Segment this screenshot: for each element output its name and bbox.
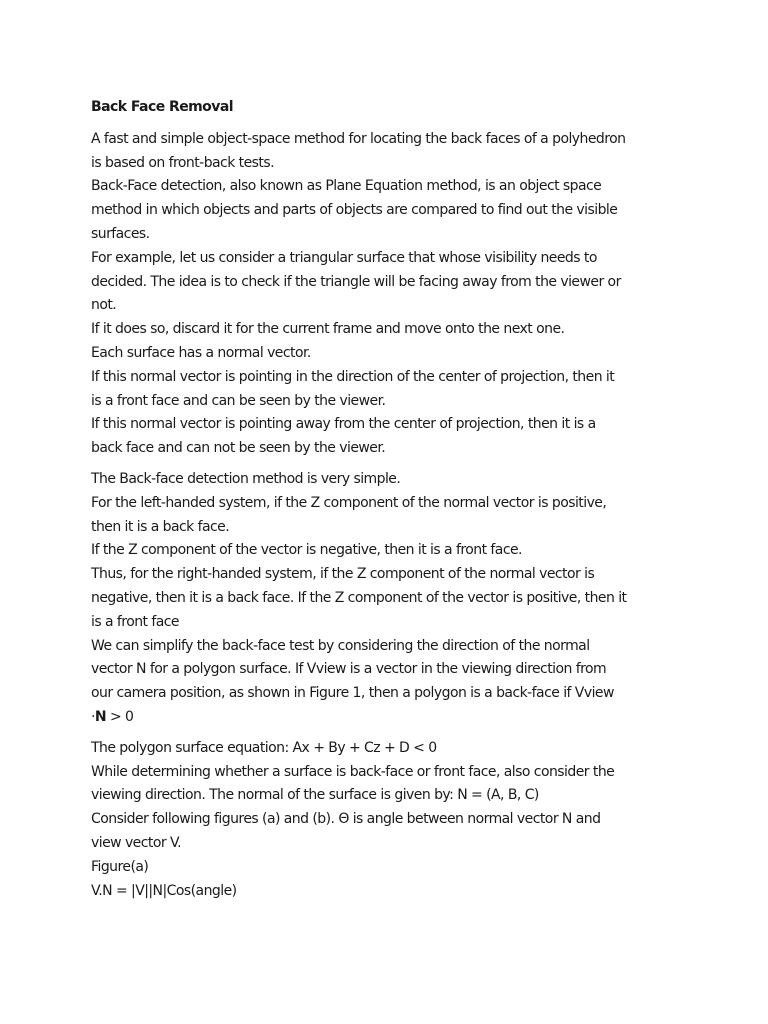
- figure-label: Figure(a): [91, 858, 149, 875]
- text-line: is based on front-back tests.: [91, 154, 274, 171]
- text-line: We can simplify the back-face test by considering the direction of the normal: [91, 637, 590, 654]
- text-line: If this normal vector is pointing in the direction of the center of projection, then it: [91, 368, 615, 385]
- paragraph-spacer: [91, 461, 691, 468]
- text-line: negative, then it is a back face. If the Z component of the vector is positive, then it: [91, 589, 627, 606]
- text-line: If this normal vector is pointing away from the center of projection, then it is a: [91, 416, 596, 433]
- text-line: back face and can not be seen by the viewer.: [91, 440, 386, 457]
- text-line: view vector V.: [91, 834, 182, 851]
- paragraph-intro: [91, 128, 691, 461]
- equation-label: The polygon surface equation:: [91, 739, 293, 756]
- text-line-condition: [91, 706, 691, 730]
- dot-symbol: ·: [91, 708, 95, 725]
- text-line: For example, let us consider a triangular surface that whose visibility needs to: [91, 249, 597, 266]
- text-line: surfaces.: [91, 225, 150, 242]
- document-title: Back Face Removal: [91, 99, 233, 115]
- condition-text: > 0: [106, 708, 134, 725]
- text-line: For the left-handed system, if the Z component of the normal vector is positive,: [91, 494, 607, 511]
- text-line: Consider following figures (a) and (b). Θ is angle between normal vector N and: [91, 811, 601, 828]
- text-line: viewing direction. The normal of the surface is given by: N = (A, B, C): [91, 787, 539, 804]
- text-line: Back-Face detection, also known as Plane Equation method, is an object space: [91, 178, 602, 195]
- text-line: is a front face: [91, 613, 179, 630]
- document-page: [91, 96, 691, 903]
- text-line: then it is a back face.: [91, 518, 230, 535]
- text-line: not.: [91, 297, 117, 314]
- text-line: The Back-face detection method is very simple.: [91, 470, 401, 487]
- paragraph-method: [91, 468, 691, 730]
- text-line: While determining whether a surface is back-face or front face, also consider the: [91, 763, 615, 780]
- text-line: is a front face and can be seen by the viewer.: [91, 392, 386, 409]
- text-line: If the Z component of the vector is negative, then it is a front face.: [91, 542, 522, 559]
- normal-vector-symbol: N: [94, 708, 107, 725]
- text-line: Each surface has a normal vector.: [91, 344, 311, 361]
- equation-text: Ax + By + Cz + D < 0: [292, 739, 437, 756]
- text-line: A fast and simple object-space method for locating the back faces of a polyhedron: [91, 130, 626, 147]
- paragraph-equation: [91, 737, 691, 904]
- text-line: method in which objects and parts of objects are compared to find out the visible: [91, 202, 618, 219]
- text-line: decided. The idea is to check if the triangle will be facing away from the viewer or: [91, 273, 621, 290]
- paragraph-spacer: [91, 730, 691, 737]
- text-line: our camera position, as shown in Figure 1, then a polygon is a back-face if Vview: [91, 685, 614, 702]
- text-line: Thus, for the right-handed system, if the Z component of the normal vector is: [91, 566, 595, 583]
- text-line: vector N for a polygon surface. If Vview is a vector in the viewing direction from: [91, 661, 607, 678]
- text-line: If it does so, discard it for the current frame and move onto the next one.: [91, 321, 565, 338]
- text-line-equation: [91, 737, 691, 761]
- text-line-formula: V.N = |V||N|Cos(angle): [91, 882, 237, 899]
